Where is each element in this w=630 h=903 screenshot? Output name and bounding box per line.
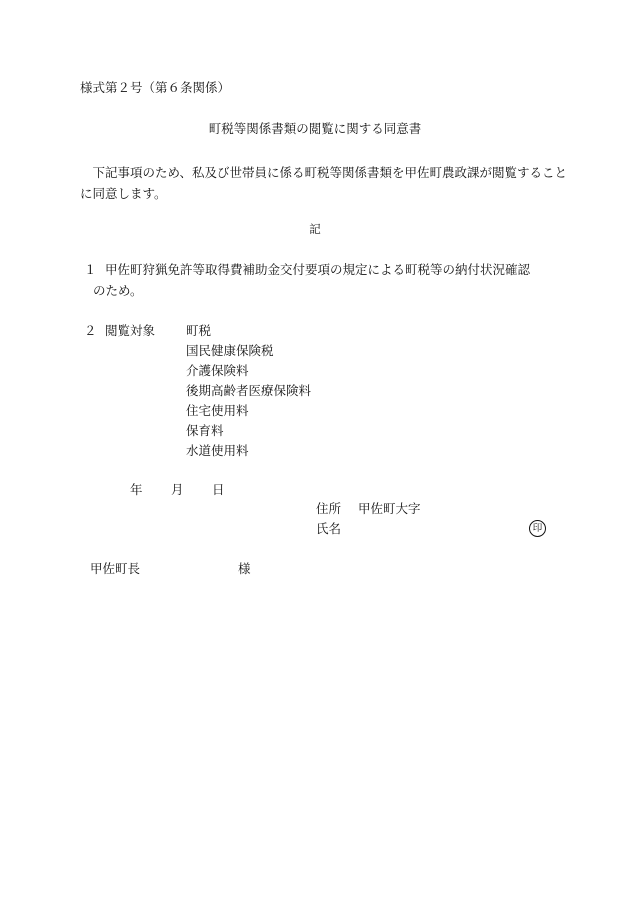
date-day: 日 — [212, 482, 225, 497]
item1-number: １ — [84, 262, 97, 277]
name-label: 氏名 — [316, 521, 342, 536]
item1-continuation: のため。 — [93, 283, 143, 298]
target-item: 水道使用料 — [186, 443, 249, 458]
recipient-honorific: 様 — [238, 561, 251, 576]
target-item: 保育料 — [186, 423, 224, 438]
seal-mark: 印 — [529, 520, 546, 537]
target-item: 後期高齢者医療保険料 — [186, 383, 312, 398]
target-item: 住宅使用料 — [186, 403, 249, 418]
ki-heading: 記 — [309, 222, 321, 236]
target-item: 町税 — [186, 323, 212, 338]
document-title: 町税等関係書類の閲覧に関する同意書 — [208, 121, 422, 136]
target-item: 国民健康保険税 — [186, 343, 274, 358]
intro-paragraph: 下記事項のため、私及び世帯員に係る町税等関係書類を甲佐町農政課が閲覧することに同意します。 — [80, 165, 568, 201]
item1-text: 甲佐町狩猟免許等取得費補助金交付要項の規定による町税等の納付状況確認 — [105, 262, 531, 277]
item2-label: 閲覧対象 — [105, 323, 156, 338]
date-month: 月 — [171, 482, 184, 497]
form-number: 様式第２号（第６条関係） — [80, 80, 231, 95]
address-value: 甲佐町大字 — [358, 501, 421, 516]
item2-number: ２ — [84, 323, 97, 338]
address-label: 住所 — [316, 501, 342, 516]
target-item: 介護保険料 — [186, 363, 249, 378]
date-year: 年 — [130, 482, 143, 497]
recipient-name: 甲佐町長 — [90, 561, 141, 576]
